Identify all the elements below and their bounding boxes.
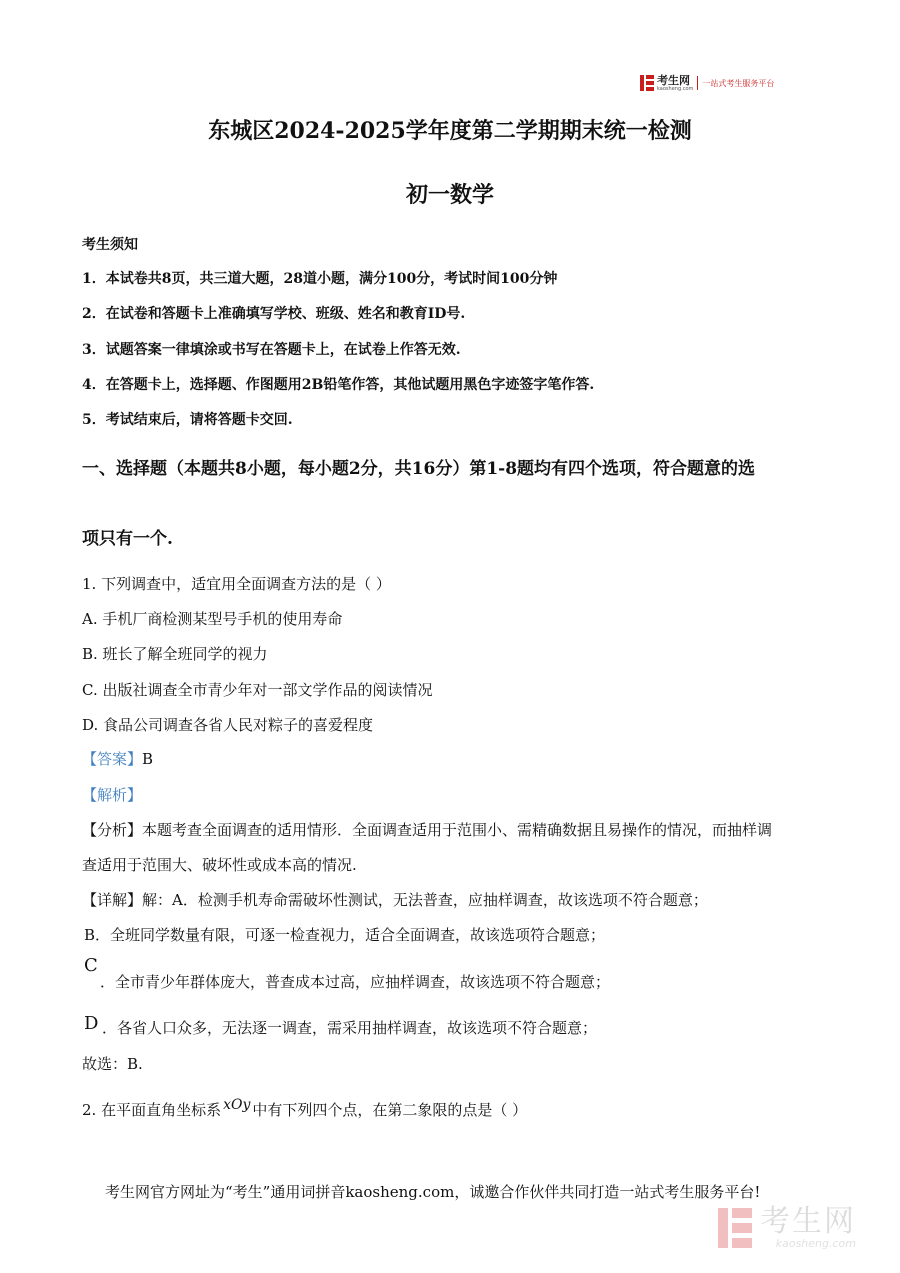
answer-tag: 【答案】 (82, 750, 143, 768)
option-d: D. 食品公司调查各省人民对粽子的喜爱程度 (82, 716, 374, 734)
analysis-tag: 【解析】 (82, 786, 143, 804)
notice-item: 3．试题答案一律填涂或书写在答题卡上，在试卷上作答无效. (82, 342, 461, 358)
question-stem: 1. 下列调查中，适宜用全面调查方法的是（ ） (82, 575, 391, 593)
notice-item: 5．考试结束后，请将答题卡交回. (82, 412, 293, 428)
section-heading: 一、选择题（本题共8小题，每小题2分，共16分）第1-8题均有四个选项，符合题意的选 (82, 459, 756, 479)
logo-divider (697, 76, 698, 90)
exam-subject: 初一数学 (405, 182, 494, 208)
analysis-text: 【分析】本题考查全面调查的适用情形．全面调查适用于范围小、需精确数据且易操作的情况，而抽样调 (82, 821, 773, 839)
answer-line (82, 748, 153, 769)
option-c: C. 出版社调查全市青少年对一部文学作品的阅读情况 (82, 681, 433, 699)
option-a: A. 手机厂商检测某型号手机的使用寿命 (82, 610, 343, 628)
math-xoy: xOy (223, 1097, 251, 1113)
analysis-text: 查适用于范围大、破坏性或成本高的情况. (82, 856, 357, 874)
kaosheng-logo-icon (640, 75, 654, 91)
footer-text: 考生网官方网址为“考生”通用词拼音kaosheng.com，诚邀合作伙伴共同打造一站式考生服务平台! (105, 1183, 761, 1201)
watermark-domain: kaosheng.com (775, 1236, 856, 1250)
watermark-logo-icon (718, 1208, 752, 1248)
watermark-name: 考生网 (760, 1203, 856, 1239)
option-b: B. 班长了解全班同学的视力 (82, 645, 268, 663)
answer-value: B (142, 750, 154, 768)
logo-slogan: 一站式考生服务平台 (702, 78, 775, 88)
kaosheng-logo[interactable] (640, 72, 774, 94)
notice-item: 4．在答题卡上，选择题、作图题用2B铅笔作答，其他试题用黑色字迹签字笔作答. (82, 377, 595, 393)
conclusion: 故选：B. (82, 1055, 143, 1073)
kaosheng-watermark (718, 1200, 878, 1256)
detail-letter-d: D (84, 1013, 99, 1034)
section-heading-cont: 项只有一个. (82, 529, 173, 549)
logo-name: 考生网 (657, 73, 690, 87)
detail-text: 【详解】解：A．检测手机寿命需破坏性测试，无法普查，应抽样调查，故该选项不符合题意； (82, 891, 708, 909)
logo-domain: kaosheng.com (657, 85, 694, 92)
exam-title: 东城区2024-2025学年度第二学期期末统一检测 (208, 118, 692, 144)
detail-text: ．全市青少年群体庞大，普查成本过高，应抽样调查，故该选项不符合题意； (100, 973, 611, 991)
q2-stem-end: 中有下列四个点，在第二象限的点是（ ） (252, 1101, 528, 1119)
notice-heading: 考生须知 (82, 237, 138, 253)
notice-item: 2．在试卷和答题卡上准确填写学校、班级、姓名和教育ID号. (82, 306, 466, 322)
question-stem (82, 1099, 527, 1120)
detail-letter-c: C (84, 955, 98, 976)
detail-text: B．全班同学数量有限，可逐一检查视力，适合全面调查，故该选项符合题意； (84, 926, 606, 944)
detail-text: ．各省人口众多，无法逐一调查，需采用抽样调查，故该选项不符合题意； (102, 1019, 598, 1037)
q2-stem-start: 2. 在平面直角坐标系 (82, 1101, 222, 1119)
notice-item: 1．本试卷共8页，共三道大题，28道小题，满分100分，考试时间100分钟 (82, 271, 558, 287)
